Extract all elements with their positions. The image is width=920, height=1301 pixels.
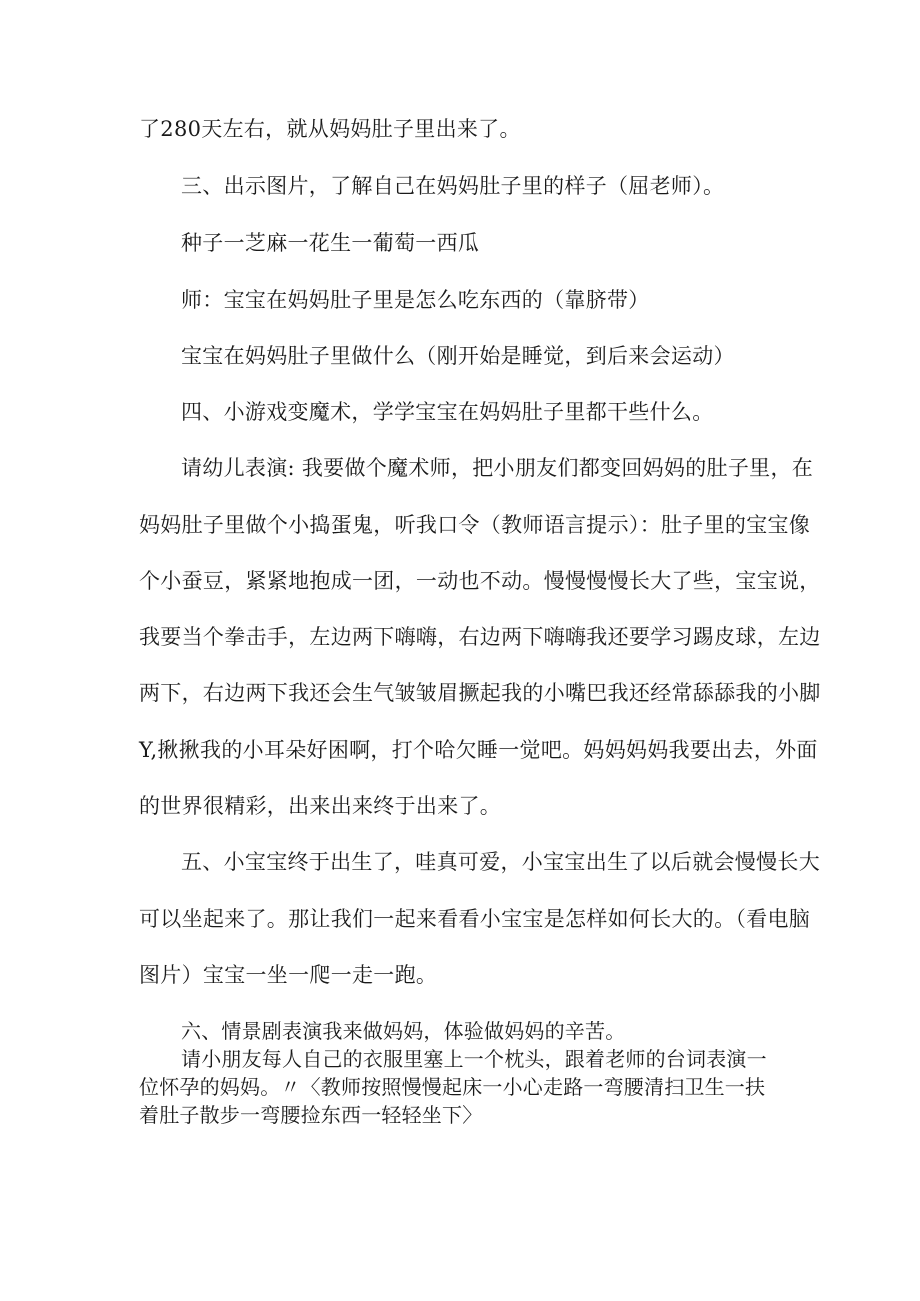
section-heading-6: 六、情景剧表演我来做妈妈，体验做妈妈的辛苦。	[181, 1019, 626, 1043]
text-line: 个小蚕豆，紧紧地抱成一团，一动也不动。慢慢慢慢长大了些，宝宝说，	[139, 569, 821, 593]
text-line: 妈妈肚子里做个小捣蛋鬼，听我口令（教师语言提示）：肚子里的宝宝像	[139, 513, 811, 537]
text-line: 可以坐起来了。那让我们一起来看看小宝宝是怎样如何长大的。（看电脑	[139, 907, 811, 931]
text-line: 宝宝在妈妈肚子里做什么（刚开始是睡觉，到后来会运动）	[181, 344, 735, 368]
section-heading-5: 五、小宝宝终于出生了，哇真可爱，小宝宝出生了以后就会慢慢长大	[181, 850, 820, 874]
text-line: 师：宝宝在妈妈肚子里是怎么吃东西的（靠脐带）	[181, 288, 650, 312]
text-line: Y,揪揪我的小耳朵好困啊，打个哈欠睡一觉吧。妈妈妈妈我要出去，外面	[139, 738, 818, 762]
text-line: 了280天左右，就从妈妈肚子里出来了。	[139, 117, 521, 141]
text-line: 着肚子散步一弯腰捡东西一轻轻坐下〉	[139, 1103, 483, 1127]
text-line: 图片）宝宝一坐一爬一走一跑。	[139, 963, 438, 987]
text-line: 请幼儿表演: 我要做个魔术师，把小朋友们都变回妈妈的肚子里，在	[181, 456, 814, 480]
section-heading-3: 三、出示图片，了解自己在妈妈肚子里的样子（屈老师）。	[181, 174, 725, 198]
text-line: 请小朋友每人自己的衣服里塞上一个枕头，跟着老师的台词表演一	[181, 1047, 767, 1071]
text-line: 位怀孕的妈妈。〃〈教师按照慢慢起床一小心走路一弯腰清扫卫生一扶	[139, 1075, 766, 1099]
section-heading-4: 四、小游戏变魔术，学学宝宝在妈妈肚子里都干些什么。	[181, 400, 714, 424]
text-line: 种子一芝麻一花生一葡萄一西瓜	[181, 231, 480, 255]
text-line: 两下，右边两下我还会生气皱皱眉撅起我的小嘴巴我还经常舔舔我的小脚	[139, 681, 821, 705]
text-line: 的世界很精彩，出来出来终于出来了。	[139, 794, 502, 818]
text-line: 我要当个拳击手，左边两下嗨嗨，右边两下嗨嗨我还要学习踢皮球，左边	[139, 625, 821, 649]
